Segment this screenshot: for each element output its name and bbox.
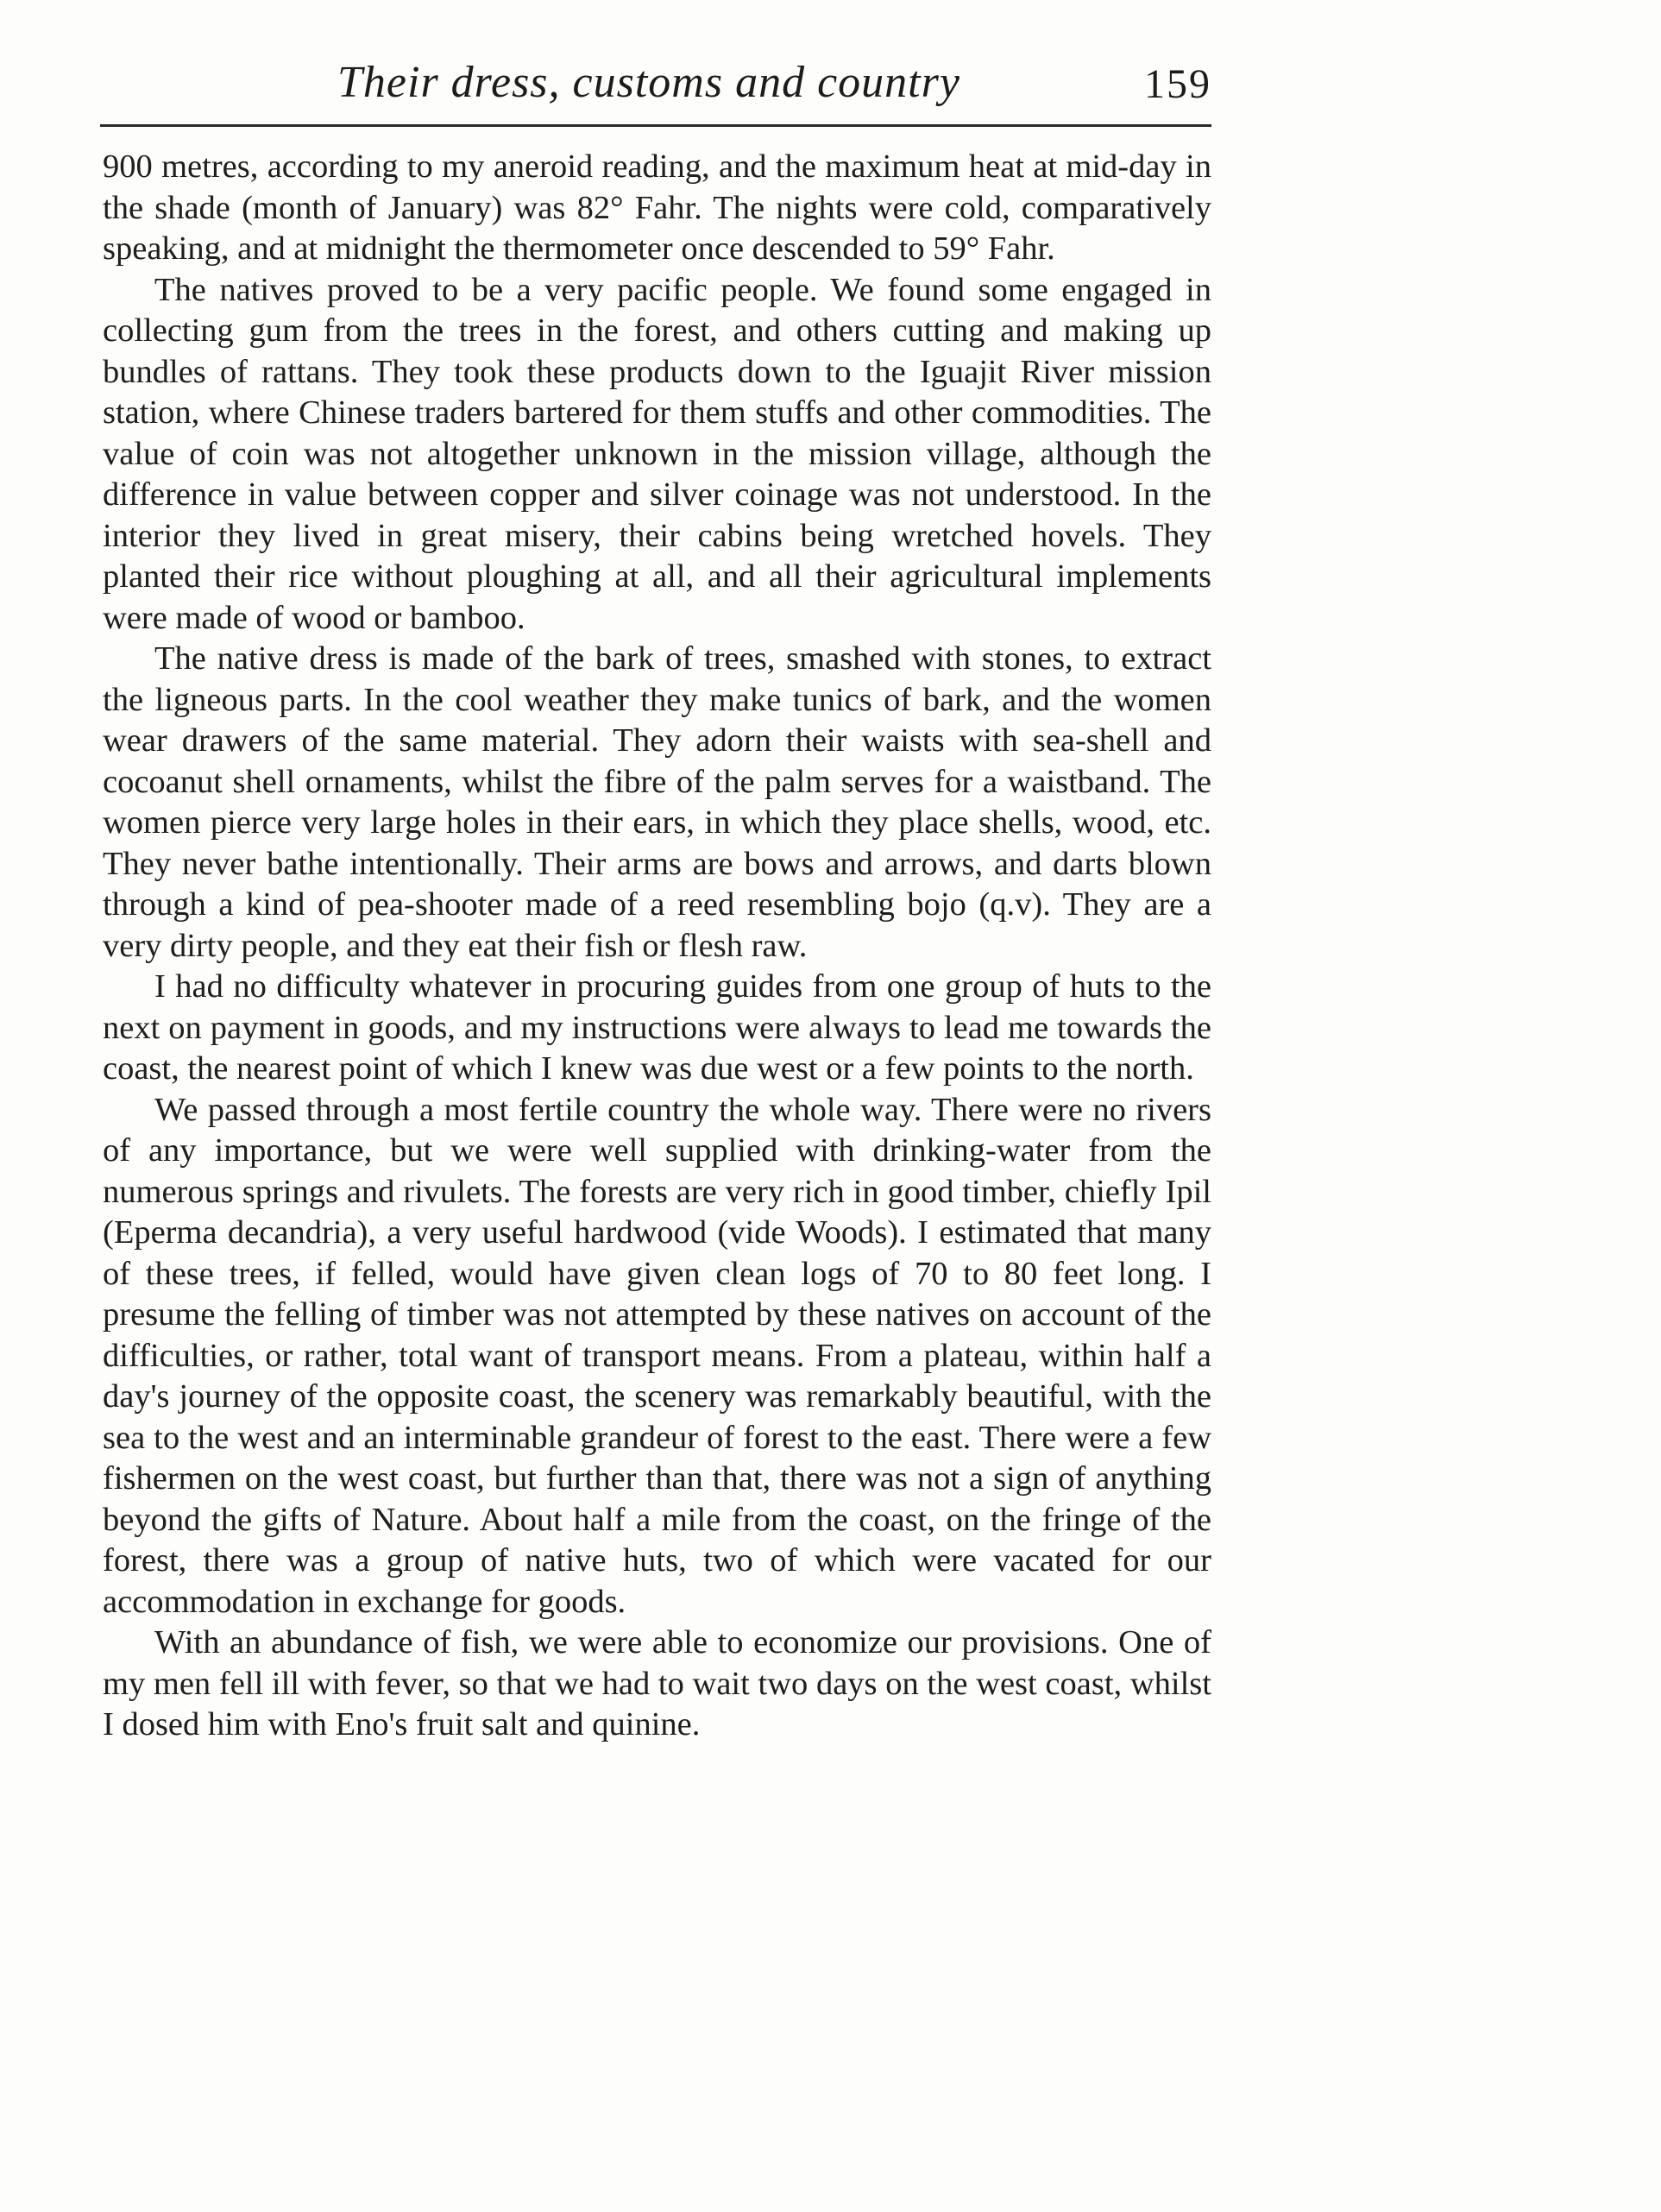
body-text (103, 147, 1211, 1746)
paragraph-4: I had no difficulty whatever in procuring guides from one group of huts to the next on payment in goods, and my instructions were always to lead me towards the coast, the nearest point of which I knew was due west or a few points to the north. (103, 968, 1211, 1087)
page-number: 159 (1144, 61, 1211, 107)
paragraph-3: The native dress is made of the bark of trees, smashed with stones, to extract the ligneous parts. In the cool weather they make tunics of bark, and the women wear drawers of the same material. They adorn their waists with sea-shell and cocoanut shell ornaments, whilst the fibre of the palm serves for a waistband. The women pierce very large holes in their ears, in which they place shells, wood, etc. They never bathe intentionally. Their arms are bows and arrows, and darts blown through a kind of pea-shooter made of a reed resembling bojo (q.v). They are a very dirty people, and they eat their fish or flesh raw. (103, 640, 1211, 964)
paragraph-6: With an abundance of fish, we were able to economize our provisions. One of my men fell ill with fever, so that we had to wait two days on the west coast, whilst I dosed him with Eno's fruit salt and quinine. (103, 1624, 1211, 1743)
header-rule (100, 124, 1211, 127)
paragraph-1: 900 metres, according to my aneroid reading, and the maximum heat at mid-day in the shade (month of January) was 82° Fahr. The nights were cold, comparatively speaking, and at midnight the thermometer once descended to 59° Fahr. (103, 148, 1211, 267)
paragraph-5: We passed through a most fertile country the whole way. There were no rivers of any importance, but we were well supplied with drinking-water from the numerous springs and rivulets. The forests are very rich in good timber, chiefly Ipil (Eperma decandria), a very useful hardwood (vide Woods). I estimated that many of these trees, if felled, would have given clean logs of 70 to 80 feet long. I presume the felling of timber was not attempted by these natives on account of the difficulties, or rather, total want of transport means. From a plateau, within half a day's journey of the opposite coast, the scenery was remarkably beautiful, with the sea to the west and an interminable grandeur of forest to the east. There were a few fishermen on the west coast, but further than that, there was not a sign of anything beyond the gifts of Nature. About half a mile from the coast, on the fringe of the forest, there was a group of native huts, two of which were vacated for our accommodation in exchange for goods. (103, 1091, 1211, 1620)
running-head (100, 57, 1211, 117)
paragraph-2: The natives proved to be a very pacific people. We found some engaged in collecting gum from the trees in the forest, and others cutting and making up bundles of rattans. They took these products down to the Iguajit River mission station, where Chinese traders bartered for them stuffs and other commodities. The value of coin was not altogether unknown in the mission village, although the difference in value between copper and silver coinage was not understood. In the interior they lived in great misery, their cabins being wretched hovels. They planted their rice without ploughing at all, and all their agricultural implements were made of wood or bamboo. (103, 271, 1211, 636)
running-title: Their dress, customs and country (337, 58, 960, 107)
